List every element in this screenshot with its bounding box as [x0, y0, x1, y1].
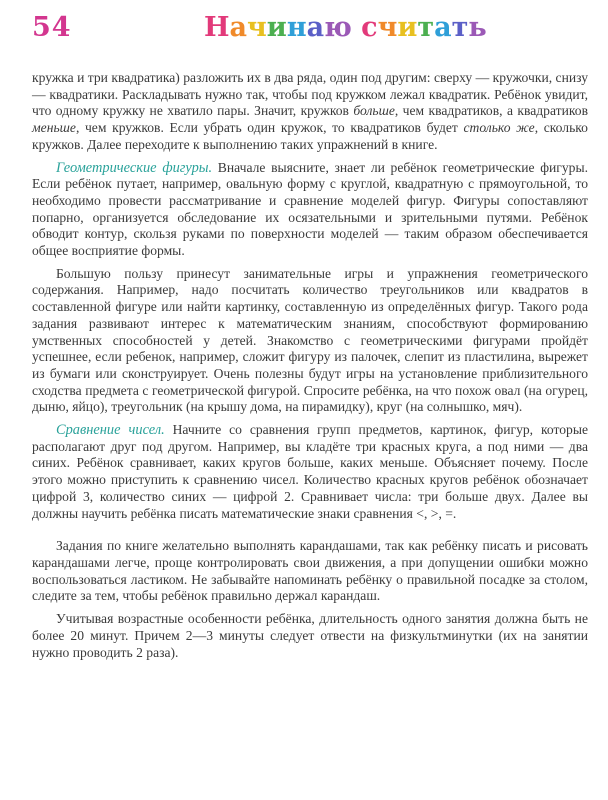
section-heading: Сравнение чисел.	[56, 422, 165, 439]
title-letter: и	[397, 12, 418, 43]
title-letter	[352, 12, 361, 43]
title-letter: а	[229, 12, 248, 43]
text-run: кружка и три квадратика) разложить их в два ряда, один под другим: сверху — кружочки, снизу — квадратики. Раскладывать нужно так, чтобы под кружком лежал квадратик. Ребёнок увидит, что одному кружку не хватило пары. Значит, кружков	[32, 70, 588, 119]
title-letter: т	[417, 12, 435, 43]
title-letter: н	[286, 12, 307, 43]
title-letter: т	[451, 12, 469, 43]
text-run: , сколько кружков. Далее переходите к выполнению таких упражнений в книге.	[32, 120, 588, 152]
title-letter: ь	[468, 12, 487, 43]
emphasis: больше	[353, 103, 395, 119]
title-letter: а	[434, 12, 452, 43]
section-heading: Геометрические фигуры.	[56, 159, 213, 176]
paragraph-pencils: Задания по книге желательно выполнять карандашами, так как ребёнку писать и рисовать карандашами легче, проще контролировать свои движения, а при допущении ошибки можно воспользоваться ластиком. Не забывайте напоминать ребёнку о правильной посадке за столом, следите за тем, чтобы ребёнок правильно держал карандаш.	[32, 538, 588, 604]
page-header	[32, 10, 588, 50]
paragraph-geometric-shapes	[32, 160, 588, 260]
title-letter: Н	[204, 12, 230, 43]
text-run: , чем кружков. Если убрать один кружок, то квадратиков будет	[75, 120, 464, 136]
text-run: Начните со сравнения групп предметов, картинок, фигур, которые располагают друг под другом. Например, вы кладёте три красных круга, а под ними — два синих. Ребёнок сравнивает, каких кругов больше, каких меньше. Объясняет почему. После этого можно приступить к сравнению чисел. Количество красных кругов ребёнок обозначает цифрой 3, количество синих — цифрой 2. Сравнивает числа: три больше двух. Далее вы должны научить ребёнка писать математические знаки сравнения <, >, =.	[32, 422, 588, 521]
page-number: 54	[32, 12, 72, 43]
title-letter: ч	[247, 12, 267, 43]
paragraph-games: Большую пользу принесут занимательные игры и упражнения геометрического содержания. Например, надо посчитать количество треугольников или квадратов в составленной фигуре или найти картинку, составленную из определённых фигур. Такого рода задания развивают интерес к математическим знаниям, способствуют формированию умственных способностей у детей. Знакомство с геометрическими фигурами пройдёт успешнее, если ребенок, например, сложит фигуру из палочек, слепит из пластилина, вырежет из бумаги или сконструирует. Очень полезны будут игры на установление приблизительного сходства предмета с геометрической фигурой. Спросите ребёнка, на что похож овал (на огурец, дыню, яйцо), треугольник (на крышу дома, на пирамидку), круг (на солнышко, мяч).	[32, 265, 588, 415]
paragraph-number-comparison	[32, 422, 588, 522]
title-letter: с	[361, 12, 378, 43]
title-letter: ч	[377, 12, 398, 43]
text-run: Вначале выясните, знает ли ребёнок геометрические фигуры. Если ребёнок путает, например, овальную форму с круглой, квадратную с прямоугольной, то необходимо провести рассматривание и сравнение моделей фигур. Фигуры сопоставляют попарно, организуется обследование их осязательными и зрительными путями. Ребёнок обводит контур, скользя руками по поверхности моделей — таким образом обеспечивается общее восприятие формы.	[32, 159, 589, 259]
emphasis: столько же	[463, 120, 535, 136]
title-letter: ю	[324, 12, 352, 43]
text-run: , чем квадратиков, а квадратиков	[394, 103, 588, 119]
paragraph-continuation	[32, 70, 588, 154]
emphasis: меньше	[32, 120, 76, 136]
page-title	[204, 12, 487, 43]
title-letter: и	[266, 12, 287, 43]
page-body	[32, 70, 588, 667]
paragraph-duration: Учитывая возрастные особенности ребёнка, длительность одного занятия должна быть не более 20 минут. Причем 2—3 минуты следует отвести на физкультминутки (их на занятии нужно проводить 2 раза).	[32, 611, 588, 660]
title-letter: а	[306, 12, 325, 43]
